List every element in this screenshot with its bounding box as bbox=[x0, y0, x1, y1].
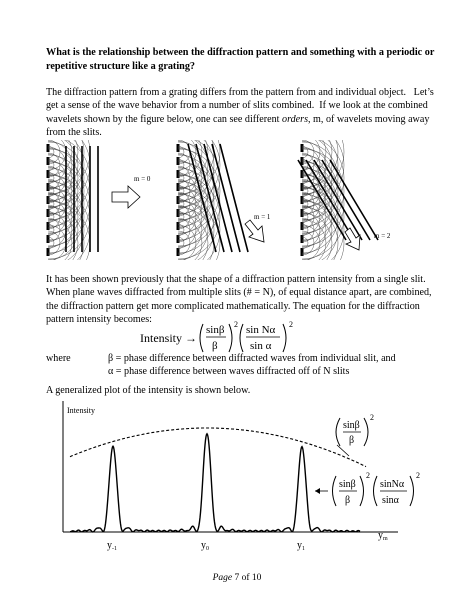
wave-panel-m2 bbox=[298, 140, 378, 260]
footer-total-pages: 10 bbox=[251, 573, 262, 583]
direction-arrow bbox=[112, 186, 140, 208]
question-heading: What is the relationship between the diffraction pattern and something with a periodic or repetitive structure like a grating? bbox=[46, 47, 435, 72]
page-footer bbox=[0, 573, 474, 583]
intro-paragraph: The diffraction pattern from a grating differs from the pattern from and individual object. Let’s get a sense of the wave behavior from a number of slits combined. If we look at the combined wavelets shown by the figure below, one can see different orders, m, of wavelets moving away from the slits. bbox=[46, 87, 434, 138]
footer-current-page: 7 bbox=[234, 573, 240, 583]
svg-text:sinβ: sinβ bbox=[343, 420, 360, 431]
order-label-m1: m = 1 bbox=[254, 213, 271, 221]
svg-text:sinβ: sinβ bbox=[339, 479, 356, 490]
formula-lhs: Intensity → bbox=[140, 331, 197, 345]
wavelet-arc bbox=[178, 140, 202, 176]
order-label-m2: m = 2 bbox=[374, 232, 391, 240]
wave-panel-m0 bbox=[48, 140, 140, 260]
tick-y1: $y_1$ bbox=[297, 540, 305, 552]
svg-text:2: 2 bbox=[370, 413, 374, 422]
beta-definition: β = phase difference between diffracted waves from individual slit, and bbox=[108, 353, 396, 364]
intensity-curve bbox=[70, 434, 360, 532]
tick-y-1: $y_{-1}$ bbox=[107, 540, 117, 552]
alpha-definition: α = phase difference between waves diffracted off of N slits bbox=[108, 366, 350, 377]
formula-den2: sin α bbox=[250, 340, 272, 352]
svg-text:β: β bbox=[345, 495, 351, 506]
footer-page-word: Page bbox=[212, 573, 233, 583]
intensity-formula bbox=[140, 320, 300, 356]
svg-text:2: 2 bbox=[416, 471, 420, 480]
svg-text:sinNα: sinNα bbox=[380, 479, 405, 490]
wave-panel-m1 bbox=[178, 140, 264, 260]
where-definitions bbox=[46, 352, 446, 380]
where-label: where bbox=[46, 353, 71, 364]
tick-y0: $y_0$ bbox=[201, 540, 209, 552]
wavelet-arc bbox=[48, 140, 72, 176]
y-axis-label: Intensity bbox=[67, 406, 95, 415]
grating-wavelets-figure bbox=[40, 140, 440, 260]
wavelet-arc bbox=[302, 140, 326, 176]
intensity-plot bbox=[40, 398, 440, 556]
envelope-formula bbox=[336, 413, 374, 446]
x-axis-label: $y_m$ bbox=[378, 530, 388, 542]
order-label-m0: m = 0 bbox=[134, 175, 151, 183]
wavefront-line bbox=[220, 144, 248, 252]
full-pattern-formula bbox=[333, 471, 421, 506]
svg-text:2: 2 bbox=[366, 471, 370, 480]
formula-num1: sinβ bbox=[206, 324, 225, 336]
direction-arrow bbox=[345, 228, 360, 250]
plot-intro-paragraph: A generalized plot of the intensity is shown below. bbox=[46, 385, 251, 396]
formula-den1: β bbox=[212, 340, 218, 352]
envelope-curve bbox=[70, 428, 366, 467]
wavefront-line bbox=[212, 144, 240, 252]
svg-text:β: β bbox=[349, 435, 355, 446]
svg-text:sinα: sinα bbox=[382, 495, 399, 506]
formula-num2: sin Nα bbox=[246, 324, 276, 336]
footer-of-word: of bbox=[241, 573, 250, 583]
formula-exp1: 2 bbox=[234, 320, 238, 329]
multi-slit-paragraph: It has been shown previously that the shape of a diffraction pattern intensity from a single slit. When plane waves diffracted from multiple slits (# = N), of equal distance apart, are combined, the diffraction pattern get more complicated mathematically. The equation for the diffraction pattern intensity becomes: bbox=[46, 274, 432, 325]
direction-arrow bbox=[245, 220, 264, 242]
formula-exp2: 2 bbox=[289, 320, 293, 329]
